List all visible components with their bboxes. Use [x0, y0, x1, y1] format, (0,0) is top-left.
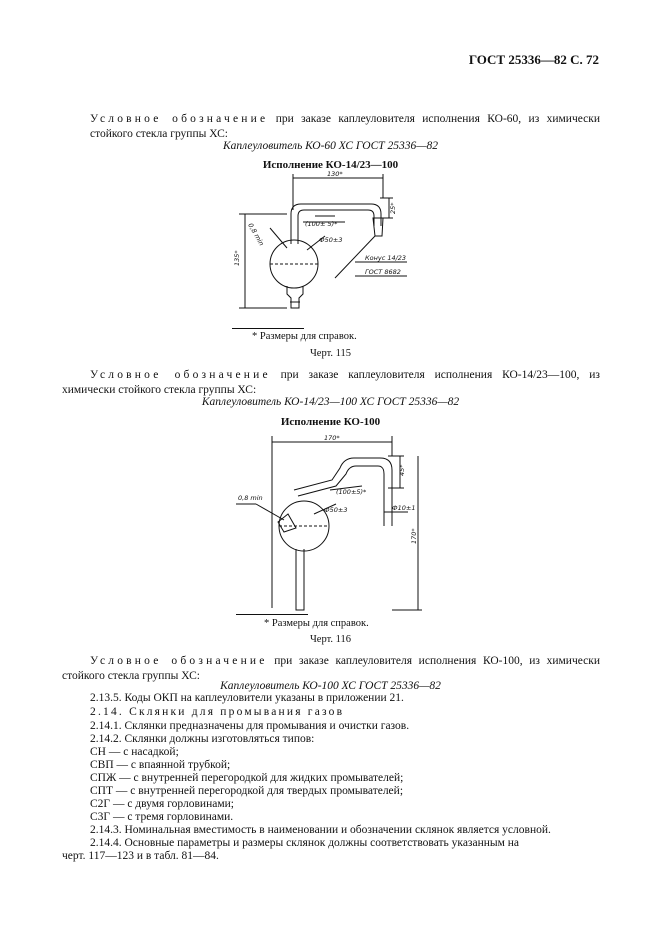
clause-2-14-1: 2.14.1. Склянки предназначены для промывания и очистки газов.	[90, 720, 410, 732]
dim-label-height: 135*	[233, 250, 241, 266]
drawing-ko-100	[232, 428, 432, 613]
type-item: СПТ — с внутренней перегородкой для твердых промывателей;	[90, 785, 404, 797]
dim-label-tube: Ф10±1	[392, 504, 416, 512]
spaced-term: Условное обозначение	[90, 655, 268, 667]
clause-2-14-3: 2.14.3. Номинальная вместимость в наименовании и обозначении склянок является условной.	[90, 824, 551, 836]
footnote-rule-2	[236, 614, 308, 615]
section-2-14-title: 2.14. Склянки для промывания газов	[90, 706, 345, 718]
designation-example-1: Каплеуловитель КО-60 ХС ГОСТ 25336—82	[222, 140, 439, 152]
dim-label-dia: Ф50±3	[324, 506, 348, 514]
dim-label-dia: Ф50±3	[319, 236, 343, 244]
clause-2-14-2: 2.14.2. Склянки должны изготовляться типов:	[90, 733, 315, 745]
clause-2-14-4: 2.14.4. Основные параметры и размеры склянок должны соответствовать указанным на	[90, 837, 520, 849]
tube-inner	[298, 466, 384, 526]
paragraph-text: при заказе каплеуловителя исполнения КО-60, из химически стойкого стекла группы ХС:	[90, 113, 600, 140]
footnote-1: * Размеры для справок.	[252, 331, 357, 342]
paragraph-text: при заказе каплеуловителя исполнения КО-14/23—100, из химически стойкого стекла группы ХС:	[62, 369, 600, 396]
dim-label-wall: 0,8 min	[238, 494, 263, 502]
spaced-term: Условное обозначение	[90, 369, 271, 381]
dim-label-top: 45*	[398, 464, 406, 476]
figure-title-1: Исполнение КО-14/23—100	[262, 159, 399, 171]
dim-label-inner: (100± 5)*	[305, 220, 338, 228]
clause-2-14-4-cont: черт. 117—123 и в табл. 81—84.	[62, 850, 219, 862]
dim-label-width: 170*	[324, 434, 340, 442]
paragraph-text: при заказе каплеуловителя исполнения КО-100, из химически стойкого стекла группы ХС:	[62, 655, 600, 682]
type-item: СПЖ — с внутренней перегородкой для жидких промывателей;	[90, 772, 404, 784]
type-item: С3Г — с тремя горловинами.	[90, 811, 234, 823]
footnote-2: * Размеры для справок.	[264, 618, 369, 629]
type-item: СВП — с впаянной трубкой;	[90, 759, 231, 771]
page-header: ГОСТ 25336—82 С. 72	[468, 52, 599, 67]
dim-label-width: 130*	[327, 170, 343, 178]
dim-label-top: 25*	[389, 202, 397, 214]
cone-label-2: ГОСТ 8682	[365, 268, 401, 276]
figure-caption-115: Черт. 115	[309, 348, 351, 359]
clause-2-13-5: 2.13.5. Коды ОКП на каплеуловители указаны в приложении 21.	[90, 692, 404, 704]
type-item: С2Г — с двумя горловинами;	[90, 798, 234, 810]
figure-title-2: Исполнение КО-100	[280, 416, 381, 428]
paragraph-designation-ko60	[90, 112, 600, 142]
dim-label-wall: 0,8 min	[246, 221, 266, 248]
spaced-term: Условное обозначение	[90, 113, 269, 125]
designation-example-3: Каплеуловитель КО-100 ХС ГОСТ 25336—82	[220, 680, 441, 692]
drawing-ko-14-23-100	[225, 170, 425, 320]
paragraph-designation-ko14	[62, 368, 600, 398]
dim-label-inner: (100±5)*	[336, 488, 367, 496]
type-item: СН — с насадкой;	[90, 746, 179, 758]
dim-label-height: 170*	[410, 528, 418, 544]
figure-caption-116: Черт. 116	[309, 634, 351, 645]
footnote-rule-1	[232, 328, 304, 329]
designation-example-2: Каплеуловитель КО-14/23—100 ХС ГОСТ 25336—82	[201, 396, 460, 408]
cone-label-1: Конус 14/23	[365, 254, 407, 262]
